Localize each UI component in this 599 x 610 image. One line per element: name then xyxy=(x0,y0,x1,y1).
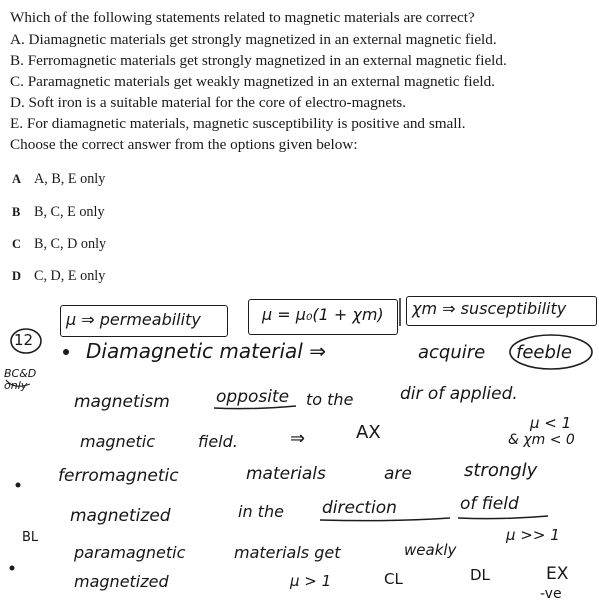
field-text: field. xyxy=(198,432,238,451)
applied-text: dir of applied. xyxy=(400,384,518,404)
formula-note: μ = μ₀(1 + χm) xyxy=(262,305,384,324)
c-tick-mark: CL xyxy=(384,570,403,588)
implies-arrow: ⇒ xyxy=(290,428,306,449)
statement-a: A. Diamagnetic materials get strongly magnetized in an external magnetic field. xyxy=(10,31,497,48)
permeability-note: μ ⇒ permeability xyxy=(66,310,201,329)
are-text: are xyxy=(384,464,412,484)
e-cross-mark: EX xyxy=(546,564,569,584)
instruction: Choose the correct answer from the options given below: xyxy=(10,136,358,153)
answer-note: BC&D only xyxy=(4,367,37,392)
bullet-1 xyxy=(63,349,69,355)
materials-text: materials xyxy=(246,464,326,484)
d-tick-mark: DL xyxy=(470,566,490,584)
in-the-text: in the xyxy=(238,502,284,521)
opposite-text: opposite xyxy=(216,387,290,407)
question-stem: Which of the following statements related to magnetic materials are correct? xyxy=(10,9,475,26)
option-letter: A xyxy=(12,172,22,186)
answer-underline xyxy=(6,380,30,386)
negative-note: -ve xyxy=(540,586,562,602)
magnetism-text: magnetism xyxy=(74,392,170,412)
question-number: 12 xyxy=(14,331,34,349)
option-text: A, B, E only xyxy=(34,171,106,187)
bullet-2 xyxy=(16,483,21,488)
feeble-circle xyxy=(510,335,592,369)
option-text: C, D, E only xyxy=(34,268,106,284)
direction-text: direction xyxy=(322,498,397,518)
magnetized-text: magnetized xyxy=(70,506,171,526)
of-field-text: of field xyxy=(460,494,519,514)
mu-greater-than-one: μ > 1 xyxy=(290,572,332,590)
bullet-3 xyxy=(10,566,15,571)
magnetized-text-2: magnetized xyxy=(74,572,169,591)
chi-less-than-zero: & χm < 0 xyxy=(508,432,575,448)
option-letter: B xyxy=(12,205,21,219)
acquire-text: acquire xyxy=(418,342,486,363)
strongly-text: strongly xyxy=(464,460,538,481)
paramagnetic-text: paramagnetic xyxy=(74,543,186,562)
number-circle xyxy=(11,329,41,353)
option-letter: C xyxy=(12,237,22,251)
mu-much-greater-than-one: μ >> 1 xyxy=(506,526,560,544)
to-the-text: to the xyxy=(306,390,354,409)
mu-less-than-one: μ < 1 xyxy=(530,414,572,432)
option-text: B, C, E only xyxy=(34,204,105,220)
a-cross-mark: AX xyxy=(356,422,381,443)
ferromagnetic-text: ferromagnetic xyxy=(58,466,179,486)
statement-b: B. Ferromagnetic materials get strongly magnetized in an external magnetic field. xyxy=(10,52,507,69)
direction-underline xyxy=(320,518,450,521)
materials-get-text: materials get xyxy=(234,543,341,562)
diamagnetic-heading: Diamagnetic material ⇒ xyxy=(86,339,326,363)
magnetic-text: magnetic xyxy=(80,432,156,451)
statement-e: E. For diamagnetic materials, magnetic susceptibility is positive and small. xyxy=(10,115,466,132)
statement-c: C. Paramagnetic materials get weakly magnetized in an external magnetic field. xyxy=(10,73,495,90)
option-letter: D xyxy=(12,269,22,283)
weakly-text: weakly xyxy=(404,541,457,559)
opposite-underline xyxy=(214,406,296,409)
option-text: B, C, D only xyxy=(34,236,107,252)
b-tick-mark: BL xyxy=(22,530,39,545)
feeble-text: feeble xyxy=(516,342,572,363)
susceptibility-note: χm ⇒ susceptibility xyxy=(412,299,567,318)
field-underline xyxy=(458,516,548,519)
statement-d: D. Soft iron is a suitable material for the core of electro-magnets. xyxy=(10,94,407,111)
